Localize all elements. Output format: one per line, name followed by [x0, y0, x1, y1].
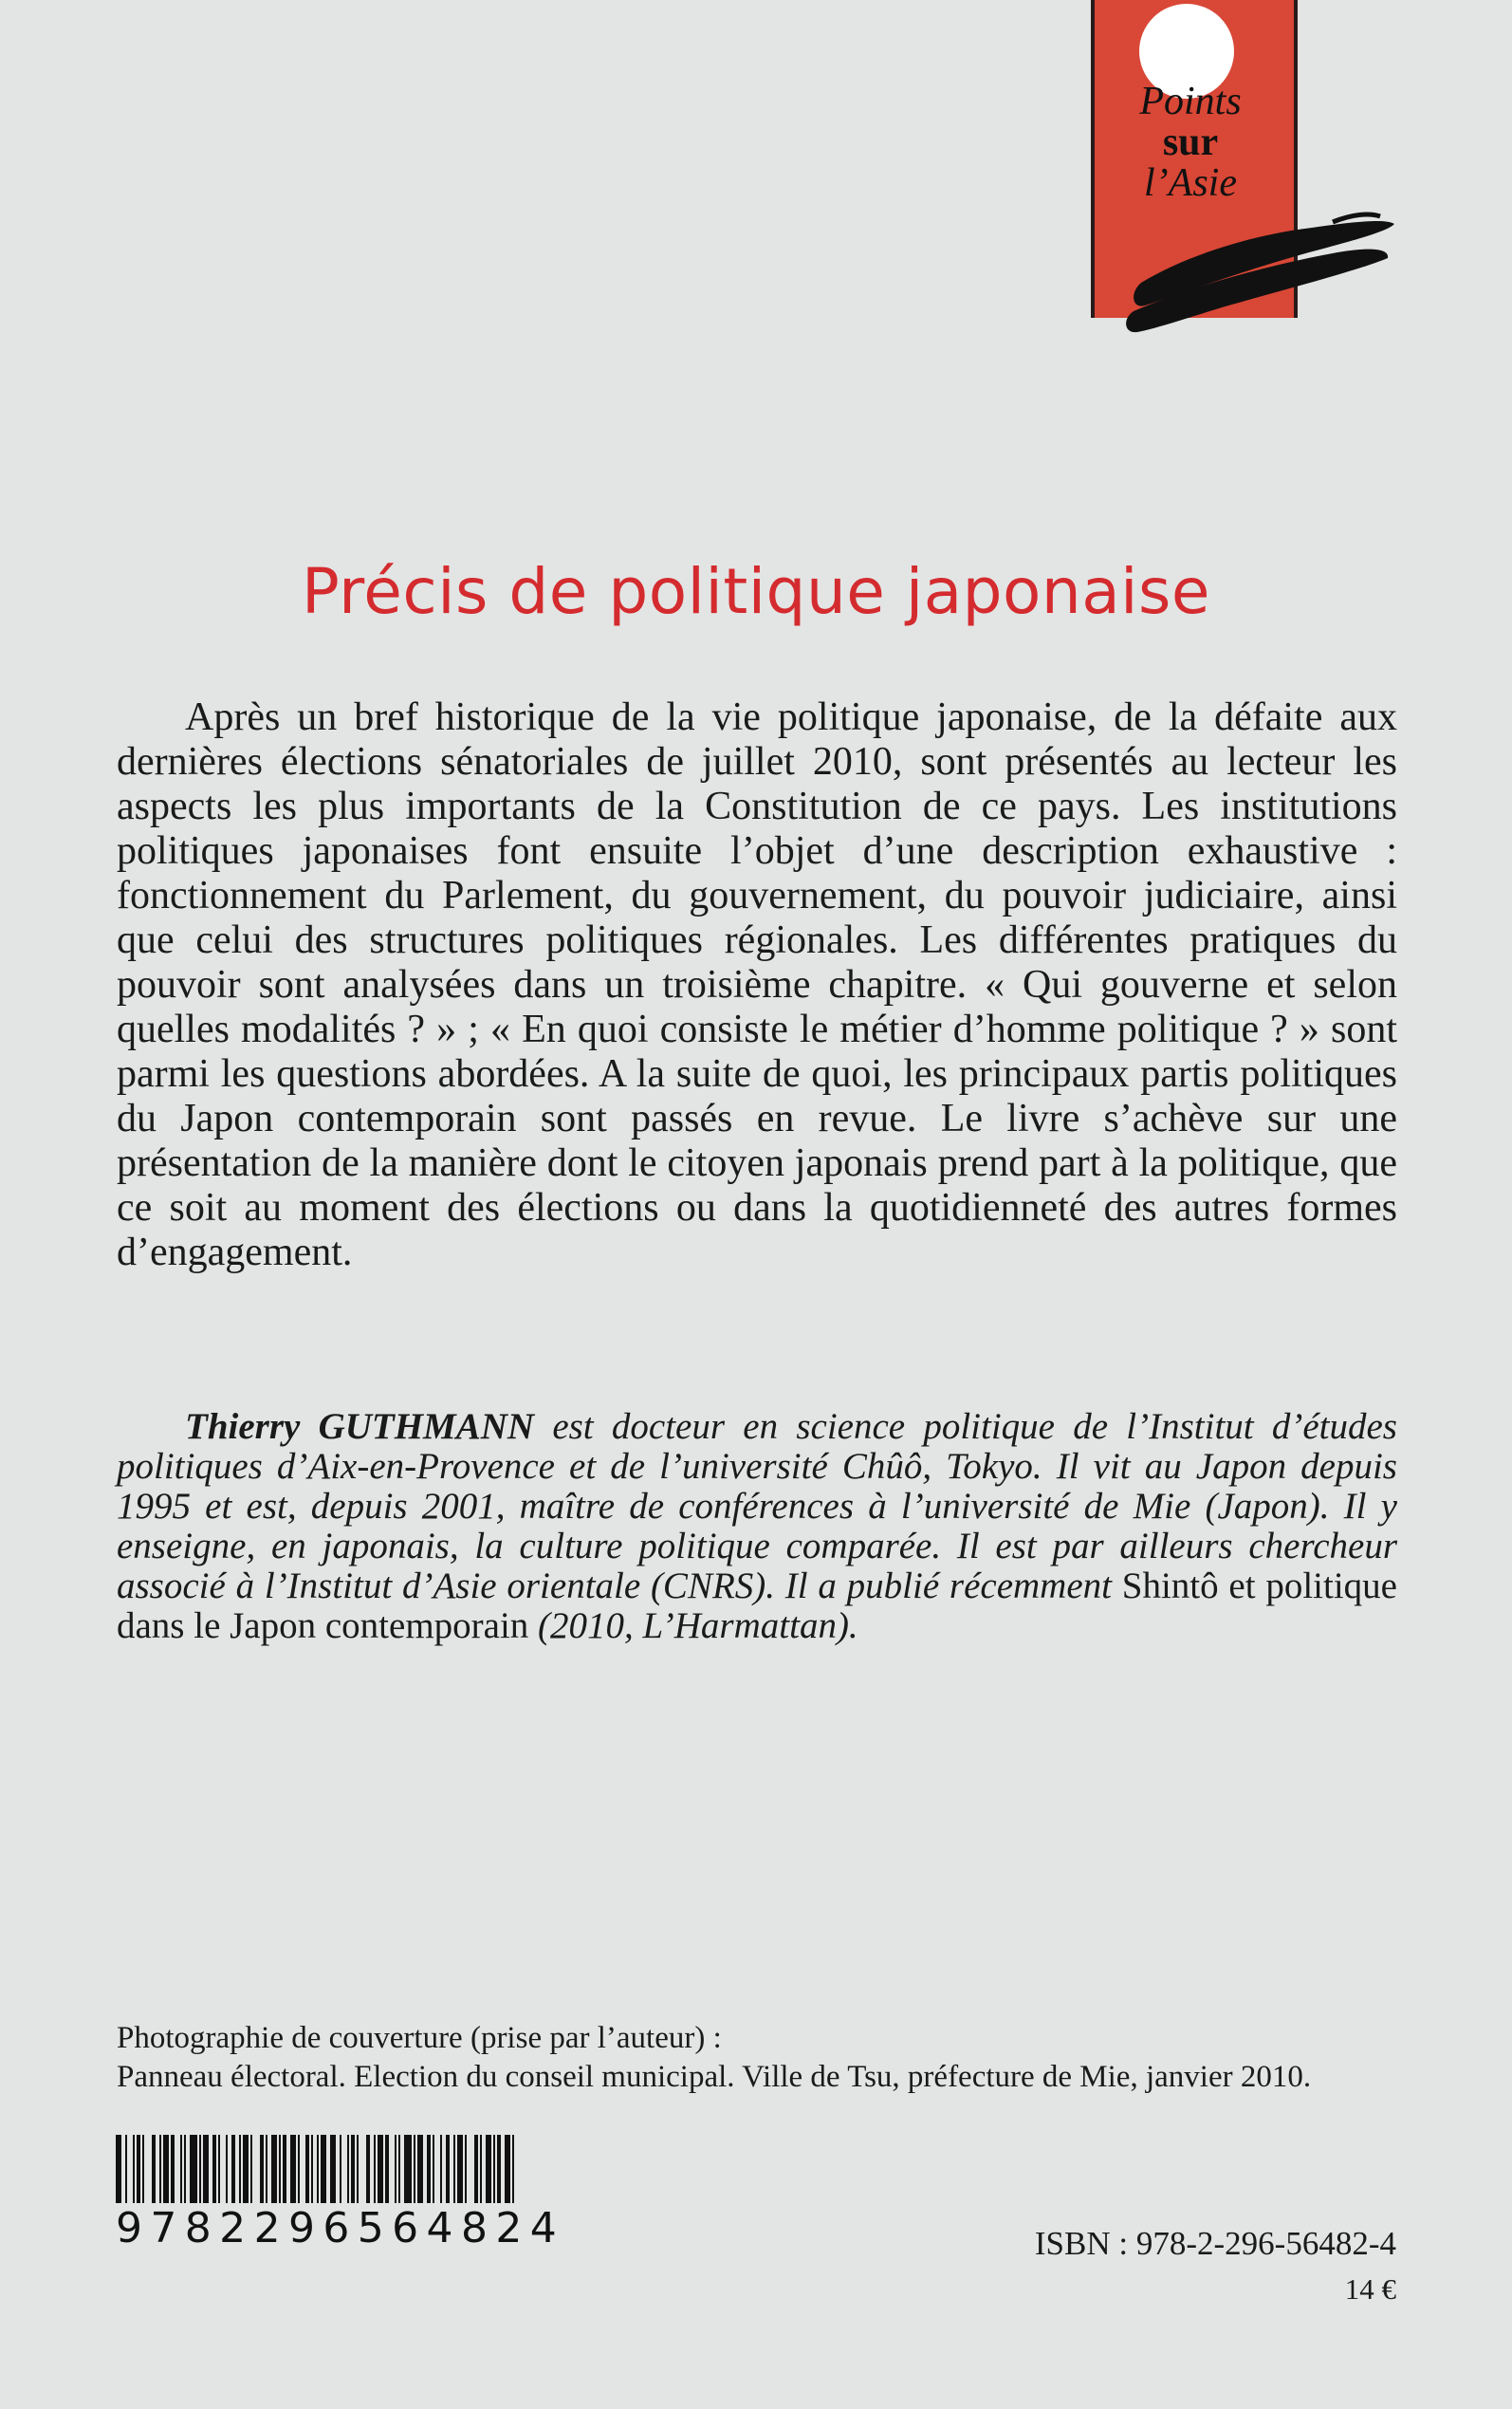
series-logo — [1067, 0, 1399, 351]
price: 14 € — [1344, 2272, 1396, 2306]
photo-credits — [117, 2019, 1397, 2097]
book-summary: Après un bref historique de la vie politique japonaise, de la défaite aux dernières élections sénatoriales de juillet 2010, sont présentés au lecteur les aspects les plus importants de la Constitution de ce pays. Les institutions politiques japonaises font ensuite l’objet d’une description exhaustive : fonctionnement du Parlement, du gouvernement, du pouvoir judiciaire, ainsi que celui des structures politiques régionales. Les différentes pratiques du pouvoir sont analysées dans un troisième chapitre. « Qui gouverne et selon quelles modalités ? » ; « En quoi consiste le métier d’homme politique ? » sont parmi les questions abordées. A la suite de quoi, les principaux partis politiques du Japon contemporain sont passés en revue. Le livre s’achève sur une présentation de la manière dont le citoyen japonais prend part à la politique, que ce soit au moment des élections ou dans la quotidienneté des autres formes d’engagement. — [117, 695, 1397, 1274]
author-name: Thierry GUTHMANN — [185, 1406, 535, 1447]
brush-stroke-icon — [1067, 199, 1399, 351]
series-logo-text — [1091, 82, 1290, 204]
barcode-digits: 9782296564824 — [116, 2204, 565, 2252]
series-logo-line2: sur — [1162, 120, 1219, 164]
photo-credits-line1: Photographie de couverture (prise par l’auteur) : — [117, 2021, 722, 2055]
series-logo-line3: l’Asie — [1144, 161, 1237, 205]
author-bio-text: est docteur en science politique de l’Institut d’études politiques d’Aix-en-Provence et de l’université Chûô, Tokyo. Il vit au Japon depuis 1995 et est, depuis 2001, maître de conférences à l’université de Mie (Japon). Il y enseigne, en japonais, la culture politique comparée. Il est par ailleurs chercheur associé à l’Institut d’Asie orientale (CNRS). Il a publié récemment — [117, 1406, 1397, 1606]
author-bio — [117, 1407, 1397, 1646]
photo-credits-line2: Panneau électoral. Election du conseil municipal. Ville de Tsu, préfecture de Mie, janvier 2010. — [117, 2060, 1312, 2094]
author-bio-text-end: (2010, L’Harmattan). — [528, 1605, 858, 1646]
book-title: Précis de politique japonaise — [301, 555, 1211, 628]
barcode-bars — [116, 2135, 514, 2203]
series-logo-line1: Points — [1139, 80, 1242, 123]
cited-book-title: Shintô et politique dans le Japon contemporain — [117, 1566, 1397, 1646]
isbn: ISBN : 978-2-296-56482-4 — [1034, 2225, 1396, 2262]
